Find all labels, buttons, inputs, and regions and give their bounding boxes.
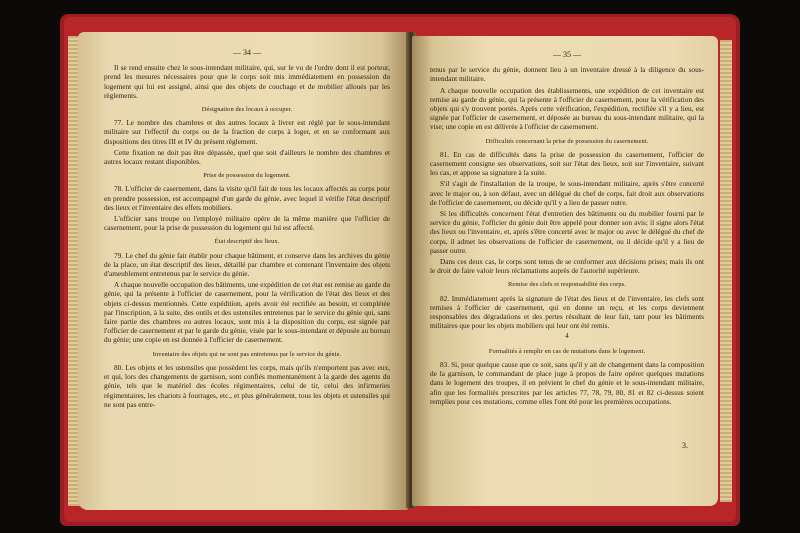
para-78a: 78. L'officier de casernement, dans la visite qu'il fait de tous les locaux affectés au corps pour en prendre possession, est accompagné d'un garde du génie, avec lequel il vérifie l'état descriptif des lieux et l'inventaire des effets mobiliers. <box>104 184 390 212</box>
right-heading-3: Formalités à remplir en cas de mutations dans le logement. <box>488 347 646 355</box>
para-80: 80. Les objets et les ustensiles que possèdent les corps, mais qu'ils n'emportent pas avec eux, et qui, lors des changements de garnison, sont confiés momentanément à la garde des agents du génie, tels que le matériel des écoles régimentaires, celui de tir, celui des infirmeries régimentaires, les chariots à fourrages, etc., et plus généralement, tous les objets et ustensiles qui ne sont pas entre- <box>104 362 390 409</box>
left-heading-2: Prise de possession du logement. <box>203 172 291 180</box>
right-heading-2: Remise des clefs et responsabilité des corps. <box>508 281 626 289</box>
para-81a: 81. En cas de difficultés dans la prise de possession du casernement, l'officier de casernement consigne ses observations, soit sur l'état des lieux, soit sur l'inventaire, suivant les cas, et appose sa signature à la suite. <box>430 149 704 178</box>
para-83: 83. Si, pour quelque cause que ce soit, sans qu'il y ait de changement dans la composition de la garnison, le commandant de place juge à propos de faire opérer quelques mutations dans le logement des troupes, il en prévient le chef du génie et le sous-intendant militaire, afin que les formalités prescrites par les articles 77, 78, 79, 80, 81 et 82 ci-dessus soient remplies pour ces mutations, comme elles l'ont été pour les premières occupations. <box>430 359 704 406</box>
para-77a: 77. Le nombre des chambres et des autres locaux à livrer est réglé par le sous-intendant militaire sur l'effectif du corps ou de la fraction de corps à loger, et en se conformant aux dispositions des titres III et IV du présent règlement. <box>104 118 390 146</box>
para-77b: Cette fixation ne doit pas être dépassée, quel que soit d'ailleurs le nombre des chambres et autres locaux restant disponibles. <box>104 147 390 167</box>
para-82: 82. Immédiatement après la signature de l'état des lieux et de l'inventaire, les clefs sont remises à l'officier de casernement, qui en donne un reçu, et les corps deviennent responsables des dégradations et des pertes résultant de leur fait, tant pour les bâtiments militaires que pour les objets mobiliers qui leur ont été remis. <box>430 293 704 331</box>
left-intro: Il se rend ensuite chez le sous-intendant militaire, qui, sur le vu de l'ordre dont il est porteur, prend les mesures nécessaires pour que le corps soit mis immédiatement en possession du logement qui lui est assigné, ainsi que des objets de couchage et de mobilier alloués par les règlements. <box>104 63 390 100</box>
para-81b: S'il s'agit de l'installation de la troupe, le sous-intendant militaire, après s'être concerté avec le major ou, à son défaut, avec un délégué du chef de corps, fait droit aux observations de l'officier de casernement, ou décide qu'il y a lieu de passer outre. <box>430 179 704 207</box>
right-intro-b: A chaque nouvelle occupation des établissements, une expédition de cet inventaire est remise au garde du génie, qui la présente à l'officier de casernement, pour la vérification des objets qui s'y trouvent portés. Après cette vérification, l'expédition, rectifiée s'il y a lieu, est signée par l'officier de casernement, et déposée au bureau du sous-intendant militaire, qui la vise; une copie en est délivrée à l'officier de casernement. <box>430 85 704 132</box>
left-heading-1: Désignation des locaux à occuper. <box>201 106 293 114</box>
left-page-number: — 34 — <box>233 48 261 57</box>
right-heading-1: Difficultés concernant la prise de possession du casernement. <box>485 137 649 145</box>
right-page-number: — 35 — <box>553 50 581 59</box>
left-page-content <box>104 48 390 411</box>
page-edges-right <box>720 40 732 502</box>
right-page-content <box>430 50 704 408</box>
separator-mark: 4 <box>565 332 569 341</box>
para-81c: Si les difficultés concernent l'état d'entretien des bâtiments ou du mobilier fourni par le service du génie, l'officier du génie doit être appelé pour donner son avis; il signe alors l'état des lieux ou l'inventaire, et, après s'être concerté avec le major ou avec le délégué du chef de corps, il admet les observations de l'officier de casernement, ou il décide qu'il y a lieu de passer outre. <box>430 209 704 255</box>
right-intro: tenus par le service du génie, donnent lieu à un inventaire dressé à la diligence du sous-intendant militaire. <box>430 65 704 84</box>
para-81d: Dans ces deux cas, le corps sont tenus de se conformer aux décisions prises; mais ils ont le droit de faire valoir leurs réclamations auprès de l'autorité supérieure. <box>430 257 704 276</box>
para-79b: A chaque nouvelle occupation des bâtiments, une expédition de cet état est remise au garde du génie, qui la présente à l'officier de casernement, pour la vérification de l'état des lieux et des objets ci-dessus mentionnés. Cette expédition, après avoir été rectifiée au besoin, et complétée par l'inscription, à la suite, des outils et des ustensiles entretenus par le service du génie qui, sans faire partie des chambres ou autres locaux, sont mis à la disposition du corps, est signée par l'officier de casernement et par le garde du génie, visée par le sous-intendant et déposée au bureau du génie; une copie en est donnée à l'officier de casernement. <box>104 280 390 345</box>
signature-mark: 3. <box>682 441 688 450</box>
para-78b: L'officier sans troupe ou l'employé militaire opère de la même manière que l'officier de casernement, pour la prise de possession du logement qui lui est affecté. <box>104 214 390 233</box>
left-page <box>78 32 408 510</box>
left-heading-3: État descriptif des lieux. <box>214 238 280 246</box>
open-book <box>60 14 740 526</box>
left-heading-4: Inventaire des objets qui ne sont pas entretenus par le service du génie. <box>152 350 342 358</box>
para-79a: 79. Le chef du génie fait établir pour chaque bâtiment, et conserve dans les archives du génie de la place, un état descriptif des lieux, détaillé par chambre et contenant l'inventaire des objets d'ameublement entretenus par le service du génie. <box>104 250 390 279</box>
right-page <box>412 36 718 506</box>
